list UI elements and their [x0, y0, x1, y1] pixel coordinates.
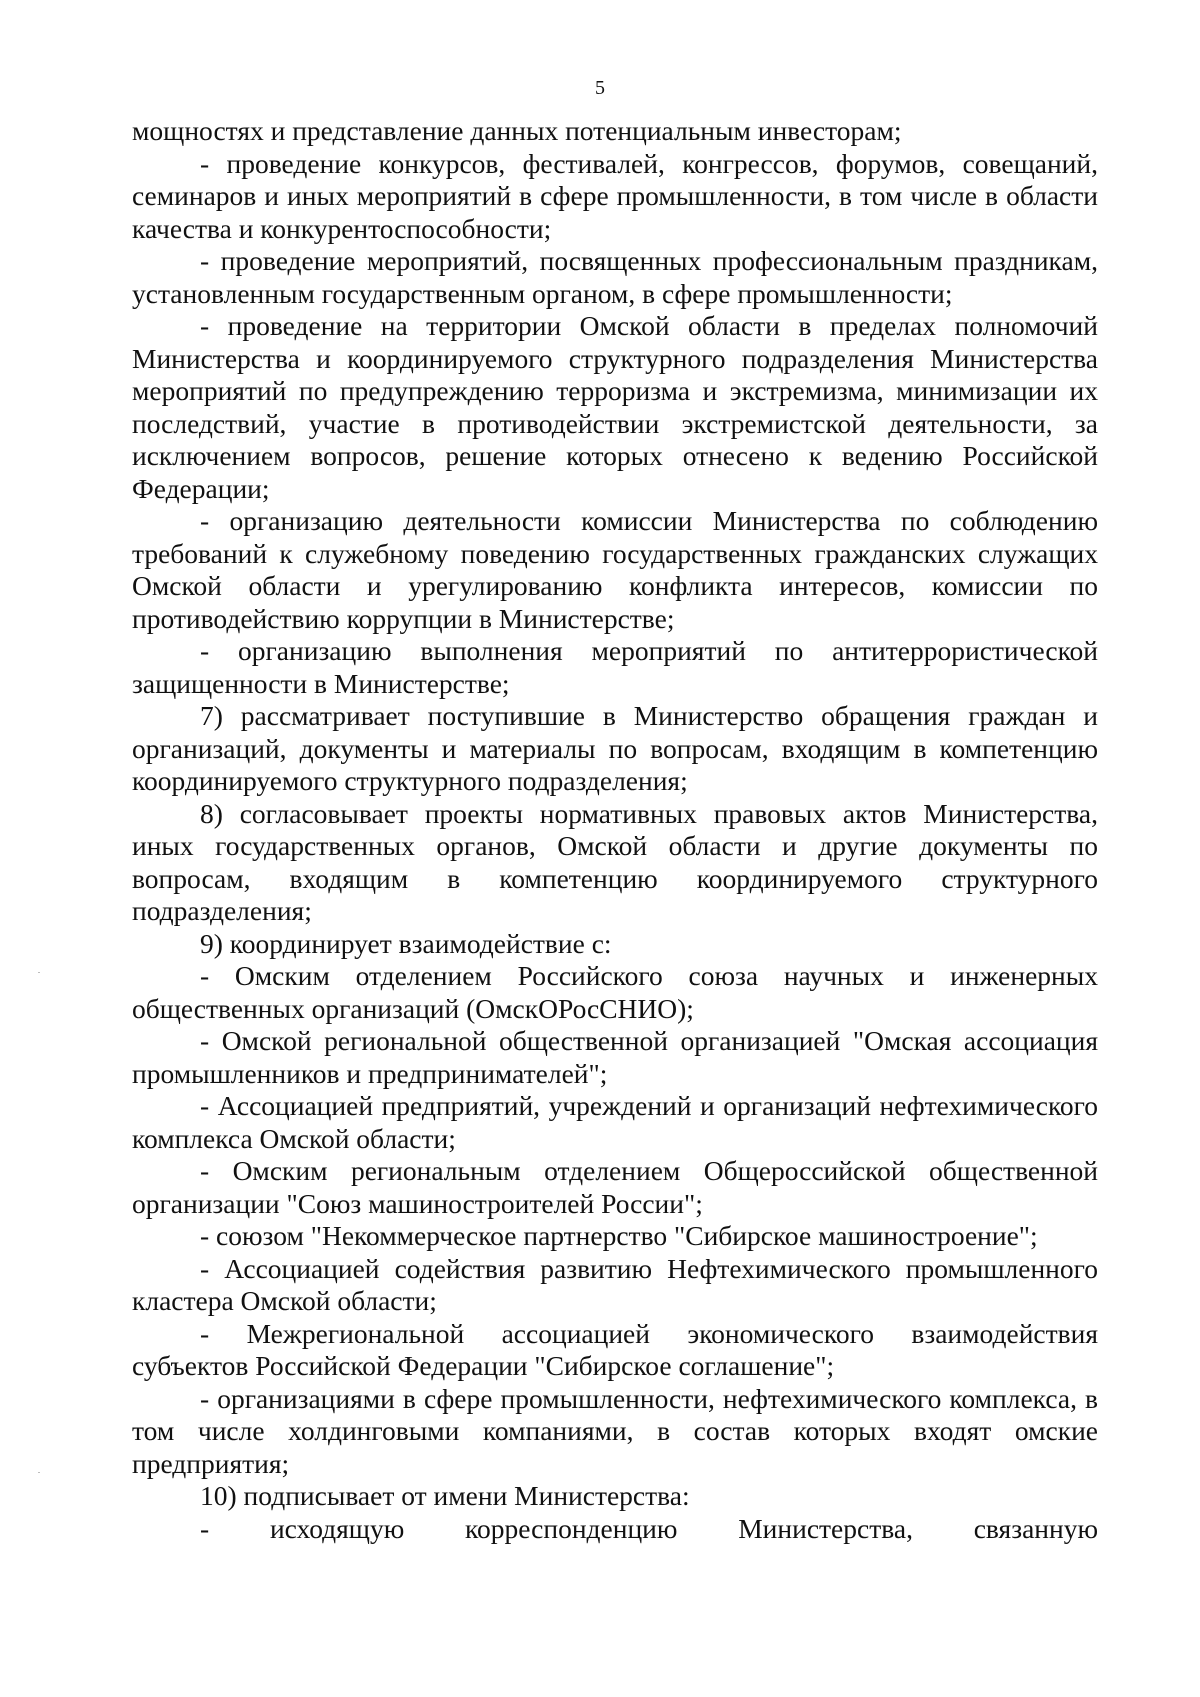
page-number: 5: [595, 77, 605, 99]
paragraph-antiterror-security: - организацию выполнения мероприятий по антитеррористической защищенности в Министерстве;: [132, 635, 1098, 699]
paragraph-outgoing-correspondence: - исходящую корреспонденцию Министерства, связанную: [200, 1512, 1098, 1544]
paragraph-continuation: мощностях и представление данных потенциальным инвесторам;: [132, 115, 902, 146]
paragraph-item-9: 9) координирует взаимодействие с:: [200, 927, 612, 959]
paragraph-ethics-commission: - организацию деятельности комиссии Министерства по соблюдению требований к служебному поведению государственных гражданских служащих Омской области и урегулированию конфликта интересов, комиссии по противодействию коррупции в Министерстве;: [132, 505, 1098, 634]
paragraph-omskorossnio: - Омским отделением Российского союза научных и инженерных общественных организаций (ОмскОРосСНИО);: [132, 960, 1098, 1024]
paragraph-item-10: 10) подписывает от имени Министерства:: [200, 1480, 690, 1511]
paragraph-machine-builders-union: - Омским региональным отделением Общероссийской общественной организации "Союз машиностроителей России";: [132, 1155, 1098, 1219]
paragraph-terrorism-prevention: - проведение на территории Омской области в пределах полномочий Министерства и координируемого структурного подразделения Министерства мероприятий по предупреждению терроризма и экстремизма, минимизации их последствий, участие в противодействии экстремистской деятельности, за исключением вопросов, решение которых отнесено к ведению Российской Федерации;: [132, 310, 1098, 504]
paragraph-professional-holidays: - проведение мероприятий, посвященных профессиональным праздникам, установленным государственным органом, в сфере промышленности;: [132, 245, 1098, 309]
paragraph-item-7: 7) рассматривает поступившие в Министерство обращения граждан и организаций, документы и материалы по вопросам, входящим в компетенцию координируемого структурного подразделения;: [132, 700, 1098, 796]
paragraph-siberian-machine-building: - союзом "Некоммерческое партнерство "Сибирское машиностроение";: [200, 1220, 1038, 1251]
scan-artifact: [38, 972, 40, 973]
paragraph-industry-organizations: - организациями в сфере промышленности, нефтехимического комплекса, в том числе холдинговыми компаниями, в состав которых входят омские предприятия;: [132, 1382, 1098, 1479]
paragraph-siberian-agreement: - Межрегиональной ассоциацией экономического взаимодействия субъектов Российской Федерации "Сибирское соглашение";: [132, 1317, 1098, 1381]
paragraph-item-8: 8) согласовывает проекты нормативных правовых актов Министерства, иных государственных органов, Омской области и другие документы по вопросам, входящим в компетенцию координируемого структурного подразделения;: [132, 797, 1098, 926]
paragraph-industrialists-association: - Омской региональной общественной организацией "Омская ассоциация промышленников и предпринимателей";: [132, 1025, 1098, 1089]
scan-artifact: [38, 1472, 40, 1473]
document-body: [132, 115, 1098, 1545]
paragraph-petrochemical-cluster: - Ассоциацией содействия развитию Нефтехимического промышленного кластера Омской области;: [132, 1252, 1098, 1316]
paragraph-events-industry: - проведение конкурсов, фестивалей, конгрессов, форумов, совещаний, семинаров и иных мероприятий в сфере промышленности, в том числе в области качества и конкурентоспособности;: [132, 147, 1098, 244]
paragraph-petrochemical-association: - Ассоциацией предприятий, учреждений и организаций нефтехимического комплекса Омской области;: [132, 1090, 1098, 1154]
